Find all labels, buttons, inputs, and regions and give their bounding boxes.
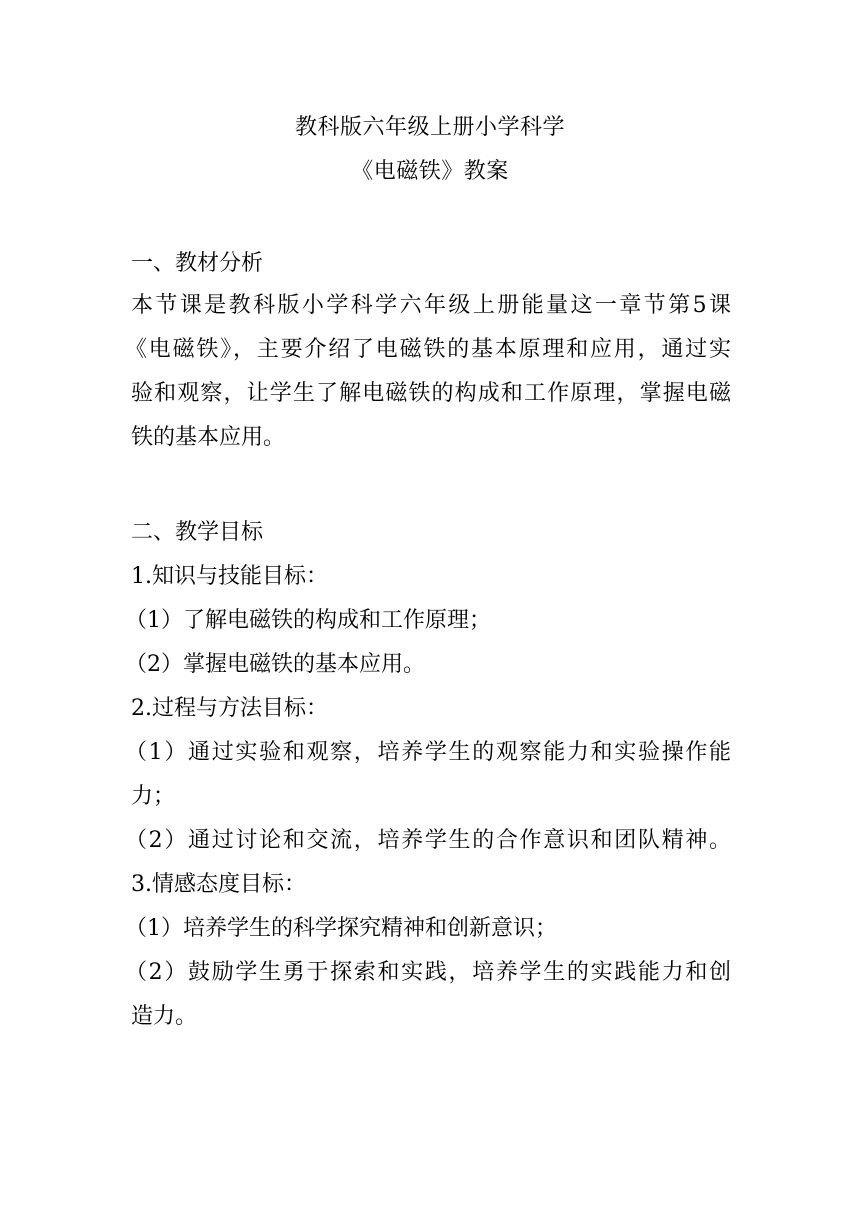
goal-item-continuation: 力；: [131, 784, 176, 809]
analysis-paragraph-line: 铁的基本应用。: [131, 425, 286, 450]
goal-item: （1）通过实验和观察，培养学生的观察能力和实验操作能: [125, 740, 731, 765]
analysis-paragraph-line: 《电磁铁》，主要介绍了电磁铁的基本原理和应用，通过实: [125, 337, 731, 362]
document-subtitle: 《电磁铁》教案: [351, 159, 509, 184]
document-title: 教科版六年级上册小学科学: [294, 115, 565, 140]
goal-title-attitude: 3.情感态度目标：: [131, 872, 306, 897]
section-heading-goals: 二、教学目标: [131, 520, 264, 545]
goal-item: （1）培养学生的科学探究精神和创新意识；: [125, 916, 557, 941]
goal-item: （2）掌握电磁铁的基本应用。: [125, 652, 425, 677]
goal-item: （2）通过讨论和交流，培养学生的合作意识和团队精神。: [125, 828, 731, 853]
goal-item: （2）鼓励学生勇于探索和实践，培养学生的实践能力和创: [125, 960, 731, 985]
goal-item: （1）了解电磁铁的构成和工作原理；: [125, 608, 491, 633]
goal-title-process: 2.过程与方法目标：: [131, 696, 328, 721]
analysis-paragraph-line: 验和观察，让学生了解电磁铁的构成和工作原理，掌握电磁: [131, 381, 731, 406]
goal-title-knowledge: 1.知识与技能目标：: [131, 564, 328, 589]
goal-item-continuation: 造力。: [131, 1004, 198, 1029]
analysis-paragraph-line: 本节课是教科版小学科学六年级上册能量这一章节第5课: [131, 293, 731, 318]
section-heading-analysis: 一、教材分析: [131, 251, 264, 276]
